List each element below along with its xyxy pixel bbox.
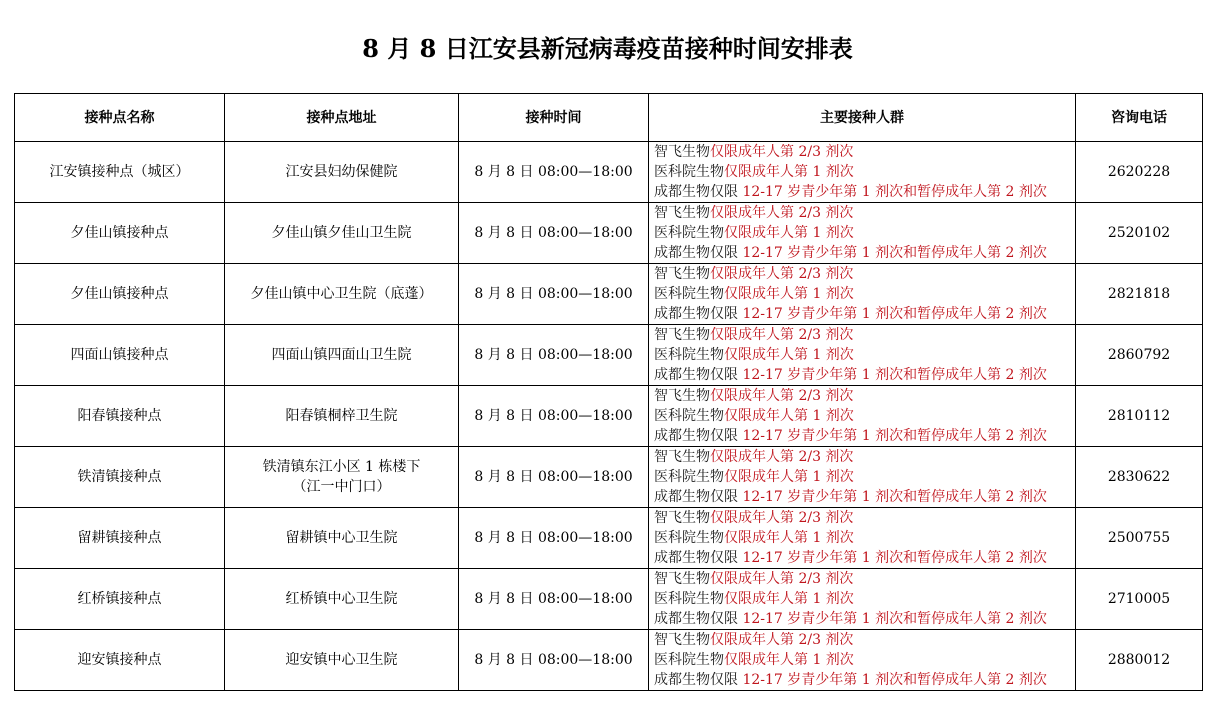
crowd-cell	[649, 447, 1076, 508]
site-name-cell: 红桥镇接种点	[15, 569, 225, 630]
crowd-line-highlight: 仅限成年人第 1 剂次	[724, 286, 854, 302]
crowd-line	[654, 264, 1075, 284]
crowd-line	[654, 203, 1075, 223]
phone-cell: 2860792	[1076, 325, 1203, 386]
header-phone: 咨询电话	[1076, 94, 1203, 142]
crowd-line-highlight: 仅限成年人第 1 剂次	[724, 469, 854, 485]
site-address-cell	[225, 264, 459, 325]
crowd-line-prefix: 智飞生物	[654, 388, 710, 404]
crowd-line	[654, 487, 1075, 507]
crowd-line	[654, 670, 1075, 690]
crowd-line-prefix: 医科院生物	[654, 591, 724, 607]
crowd-line	[654, 304, 1075, 324]
crowd-line-highlight: 仅限成年人第 1 剂次	[724, 408, 854, 424]
crowd-cell	[649, 325, 1076, 386]
time-cell: 8 月 8 日 08:00—18:00	[459, 386, 649, 447]
header-crowd: 主要接种人群	[649, 94, 1076, 142]
crowd-line	[654, 508, 1075, 528]
site-address-cell	[225, 203, 459, 264]
phone-cell: 2810112	[1076, 386, 1203, 447]
crowd-line-highlight: 12-17 岁青少年第 1 剂次和暂停成年人第 2 剂次	[742, 611, 1047, 627]
site-address-line: 铁清镇东江小区 1 栋楼下	[262, 459, 421, 475]
crowd-line-prefix: 医科院生物	[654, 408, 724, 424]
crowd-line-highlight: 仅限成年人第 2/3 剂次	[710, 632, 854, 648]
table-body	[15, 142, 1203, 691]
site-address-line: 迎安镇中心卫生院	[285, 652, 398, 668]
crowd-line-highlight: 仅限成年人第 2/3 剂次	[710, 266, 854, 282]
crowd-line-prefix: 医科院生物	[654, 164, 724, 180]
table-row	[15, 386, 1203, 447]
site-name-cell: 夕佳山镇接种点	[15, 264, 225, 325]
crowd-line-highlight: 仅限成年人第 2/3 剂次	[710, 510, 854, 526]
site-address-cell	[225, 569, 459, 630]
crowd-line-prefix: 智飞生物	[654, 327, 710, 343]
crowd-line	[654, 406, 1075, 426]
phone-cell: 2830622	[1076, 447, 1203, 508]
header-site-name: 接种点名称	[15, 94, 225, 142]
site-name-cell: 江安镇接种点（城区）	[15, 142, 225, 203]
time-cell: 8 月 8 日 08:00—18:00	[459, 569, 649, 630]
crowd-line-prefix: 成都生物仅限	[654, 306, 743, 322]
table-row	[15, 203, 1203, 264]
crowd-line-prefix: 智飞生物	[654, 632, 710, 648]
crowd-cell	[649, 508, 1076, 569]
site-address-line: 四面山镇四面山卫生院	[271, 347, 412, 363]
time-cell: 8 月 8 日 08:00—18:00	[459, 264, 649, 325]
site-name-cell: 阳春镇接种点	[15, 386, 225, 447]
site-address-cell	[225, 386, 459, 447]
crowd-line-highlight: 仅限成年人第 2/3 剂次	[710, 388, 854, 404]
crowd-line-prefix: 医科院生物	[654, 286, 724, 302]
phone-cell: 2880012	[1076, 630, 1203, 691]
crowd-line-highlight: 仅限成年人第 2/3 剂次	[710, 205, 854, 221]
crowd-line-prefix: 医科院生物	[654, 469, 724, 485]
crowd-line	[654, 223, 1075, 243]
site-address-cell	[225, 630, 459, 691]
crowd-line	[654, 345, 1075, 365]
phone-cell: 2821818	[1076, 264, 1203, 325]
crowd-line-highlight: 仅限成年人第 2/3 剂次	[710, 571, 854, 587]
crowd-cell	[649, 142, 1076, 203]
site-address-line: 夕佳山镇夕佳山卫生院	[271, 225, 412, 241]
crowd-line	[654, 162, 1075, 182]
crowd-line-prefix: 成都生物仅限	[654, 550, 743, 566]
time-cell: 8 月 8 日 08:00—18:00	[459, 142, 649, 203]
table-row	[15, 142, 1203, 203]
crowd-line-highlight: 仅限成年人第 1 剂次	[724, 225, 854, 241]
table-row	[15, 569, 1203, 630]
site-name-cell: 铁清镇接种点	[15, 447, 225, 508]
crowd-line-prefix: 智飞生物	[654, 266, 710, 282]
crowd-line-highlight: 12-17 岁青少年第 1 剂次和暂停成年人第 2 剂次	[742, 367, 1047, 383]
crowd-line-highlight: 仅限成年人第 2/3 剂次	[710, 144, 854, 160]
crowd-line	[654, 365, 1075, 385]
table-row	[15, 508, 1203, 569]
crowd-line-prefix: 医科院生物	[654, 652, 724, 668]
crowd-cell	[649, 386, 1076, 447]
crowd-line-prefix: 成都生物仅限	[654, 611, 743, 627]
crowd-line-highlight: 仅限成年人第 2/3 剂次	[710, 327, 854, 343]
crowd-line-prefix: 医科院生物	[654, 225, 724, 241]
crowd-line-highlight: 仅限成年人第 1 剂次	[724, 530, 854, 546]
crowd-cell	[649, 203, 1076, 264]
crowd-line	[654, 243, 1075, 263]
crowd-line-prefix: 智飞生物	[654, 449, 710, 465]
site-name-cell: 四面山镇接种点	[15, 325, 225, 386]
phone-cell: 2620228	[1076, 142, 1203, 203]
phone-cell: 2520102	[1076, 203, 1203, 264]
crowd-line-prefix: 成都生物仅限	[654, 184, 743, 200]
crowd-cell	[649, 569, 1076, 630]
site-address-line: 阳春镇桐梓卫生院	[285, 408, 398, 424]
crowd-line-highlight: 仅限成年人第 1 剂次	[724, 591, 854, 607]
site-address-cell	[225, 447, 459, 508]
site-address-cell	[225, 508, 459, 569]
phone-cell: 2500755	[1076, 508, 1203, 569]
crowd-line	[654, 569, 1075, 589]
site-address-cell	[225, 325, 459, 386]
time-cell: 8 月 8 日 08:00—18:00	[459, 447, 649, 508]
site-address-line: 夕佳山镇中心卫生院（底蓬）	[250, 286, 433, 302]
crowd-line-prefix: 成都生物仅限	[654, 245, 743, 261]
crowd-line-prefix: 智飞生物	[654, 205, 710, 221]
schedule-table	[14, 93, 1203, 691]
crowd-cell	[649, 264, 1076, 325]
crowd-line	[654, 609, 1075, 629]
site-name-cell: 迎安镇接种点	[15, 630, 225, 691]
crowd-line	[654, 528, 1075, 548]
crowd-line-highlight: 仅限成年人第 2/3 剂次	[710, 449, 854, 465]
crowd-line	[654, 467, 1075, 487]
site-name-cell: 夕佳山镇接种点	[15, 203, 225, 264]
crowd-line	[654, 548, 1075, 568]
crowd-line	[654, 447, 1075, 467]
crowd-line	[654, 284, 1075, 304]
time-cell: 8 月 8 日 08:00—18:00	[459, 630, 649, 691]
site-name-cell: 留耕镇接种点	[15, 508, 225, 569]
page-title: 8 月 8 日江安县新冠病毒疫苗接种时间安排表	[362, 34, 853, 63]
crowd-line-highlight: 12-17 岁青少年第 1 剂次和暂停成年人第 2 剂次	[742, 306, 1047, 322]
table-header-row	[15, 94, 1203, 142]
crowd-line	[654, 426, 1075, 446]
crowd-line-prefix: 智飞生物	[654, 510, 710, 526]
site-address-line: 红桥镇中心卫生院	[285, 591, 398, 607]
crowd-line-highlight: 12-17 岁青少年第 1 剂次和暂停成年人第 2 剂次	[742, 428, 1047, 444]
site-address-line: 留耕镇中心卫生院	[285, 530, 398, 546]
crowd-line-prefix: 智飞生物	[654, 144, 710, 160]
crowd-line-prefix: 成都生物仅限	[654, 672, 743, 688]
crowd-line	[654, 325, 1075, 345]
site-address-cell	[225, 142, 459, 203]
crowd-line	[654, 650, 1075, 670]
crowd-line-prefix: 成都生物仅限	[654, 489, 743, 505]
header-time: 接种时间	[459, 94, 649, 142]
site-address-line: （江一中门口）	[292, 479, 391, 495]
table-row	[15, 325, 1203, 386]
crowd-cell	[649, 630, 1076, 691]
crowd-line-highlight: 12-17 岁青少年第 1 剂次和暂停成年人第 2 剂次	[742, 550, 1047, 566]
crowd-line	[654, 630, 1075, 650]
time-cell: 8 月 8 日 08:00—18:00	[459, 325, 649, 386]
table-row	[15, 264, 1203, 325]
crowd-line-highlight: 12-17 岁青少年第 1 剂次和暂停成年人第 2 剂次	[742, 489, 1047, 505]
crowd-line-highlight: 仅限成年人第 1 剂次	[724, 652, 854, 668]
crowd-line-prefix: 成都生物仅限	[654, 367, 743, 383]
time-cell: 8 月 8 日 08:00—18:00	[459, 203, 649, 264]
crowd-line	[654, 386, 1075, 406]
time-cell: 8 月 8 日 08:00—18:00	[459, 508, 649, 569]
crowd-line-highlight: 仅限成年人第 1 剂次	[724, 347, 854, 363]
table-row	[15, 447, 1203, 508]
crowd-line-prefix: 成都生物仅限	[654, 428, 743, 444]
site-address-line: 江安县妇幼保健院	[285, 164, 398, 180]
crowd-line-highlight: 12-17 岁青少年第 1 剂次和暂停成年人第 2 剂次	[742, 184, 1047, 200]
crowd-line-highlight: 12-17 岁青少年第 1 剂次和暂停成年人第 2 剂次	[742, 245, 1047, 261]
table-row	[15, 630, 1203, 691]
header-site-address: 接种点地址	[225, 94, 459, 142]
crowd-line-prefix: 医科院生物	[654, 530, 724, 546]
phone-cell: 2710005	[1076, 569, 1203, 630]
crowd-line-prefix: 医科院生物	[654, 347, 724, 363]
crowd-line-prefix: 智飞生物	[654, 571, 710, 587]
crowd-line	[654, 182, 1075, 202]
crowd-line-highlight: 仅限成年人第 1 剂次	[724, 164, 854, 180]
crowd-line	[654, 589, 1075, 609]
crowd-line-highlight: 12-17 岁青少年第 1 剂次和暂停成年人第 2 剂次	[742, 672, 1047, 688]
crowd-line	[654, 142, 1075, 162]
